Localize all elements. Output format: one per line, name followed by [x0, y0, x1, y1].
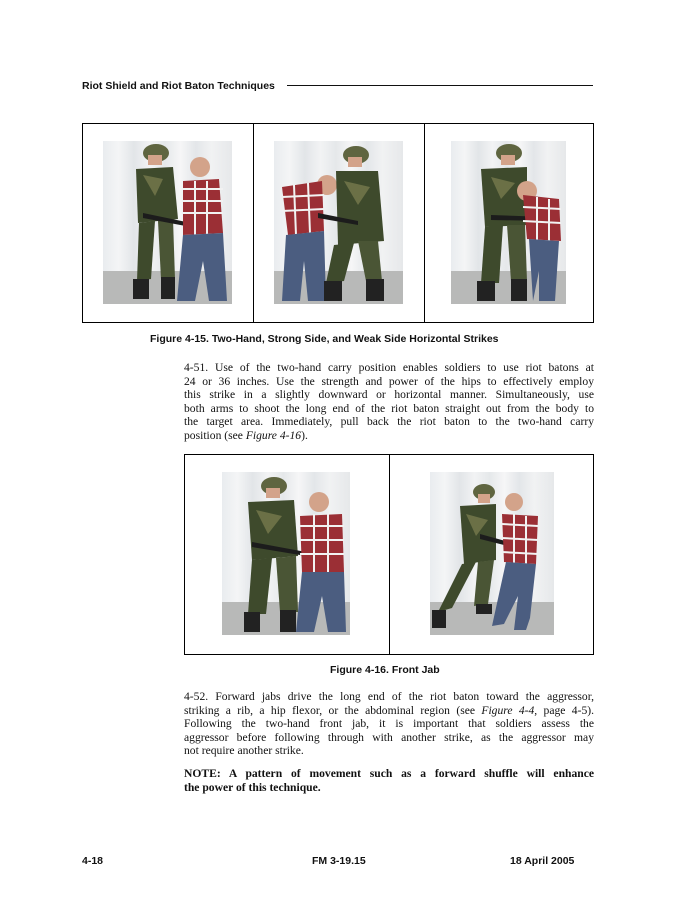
- photo-front-jab-ready: [222, 472, 350, 635]
- figure-4-15-panel-weak-side: [424, 124, 592, 322]
- paragraph-4-52-line: 4-52. Forward jabs drive the long end of the riot baton toward the aggressor,: [184, 690, 594, 703]
- footer-manual-number: FM 3-19.15: [312, 855, 366, 867]
- photo-two-hand-strike: [103, 141, 232, 304]
- paragraph-4-51: [184, 361, 594, 442]
- paragraph-4-51-last-line: position (see Figure 4-16).: [184, 428, 308, 442]
- paragraph-4-51-line: this strike in a slightly downward or horizontal manner. Simultaneously, use: [184, 388, 594, 401]
- paragraph-4-51-line: 24 or 36 inches. Use the strength and power of the hips to effectively employ: [184, 374, 594, 388]
- soldiers-front-jab-extended-image: [430, 472, 554, 635]
- figure-4-15-panel-strong-side: [253, 124, 424, 322]
- soldiers-front-jab-ready-image: [222, 472, 350, 635]
- photo-front-jab-extended: [430, 472, 554, 635]
- figure-4-15-caption: Figure 4-15. Two-Hand, Strong Side, and Weak Side Horizontal Strikes: [150, 333, 499, 345]
- photo-weak-side-strike: [451, 141, 566, 304]
- paragraph-4-52-line: aggressor before following through with another strike, as the aggressor may: [184, 730, 594, 744]
- header-rule: [287, 85, 593, 86]
- figure-4-16-reference: Figure 4-16: [245, 428, 302, 442]
- paragraph-4-52: [184, 690, 594, 758]
- soldiers-two-hand-strike-image: [103, 141, 232, 304]
- note-line: the power of this technique.: [184, 780, 321, 794]
- footer-page-number: 4-18: [82, 855, 104, 867]
- figure-4-4-reference: Figure 4-4: [481, 703, 535, 717]
- photo-strong-side-strike: [274, 141, 403, 304]
- soldiers-weak-side-strike-image: [451, 141, 566, 304]
- figure-4-16-panel-ready: [185, 455, 389, 654]
- soldiers-strong-side-strike-image: [274, 141, 403, 304]
- paragraph-4-51-line: 4-51. Use of the two-hand carry position enables soldiers to use riot batons at: [184, 361, 594, 374]
- figure-4-16-caption: Figure 4-16. Front Jab: [330, 664, 440, 676]
- paragraph-4-51-line: the target area. Immediately, pull back the riot baton to the two-hand carry: [184, 415, 594, 428]
- note-line: NOTE: A pattern of movement such as a forward shuffle will enhance: [184, 767, 594, 780]
- figure-4-15-panel-two-hand: [83, 124, 253, 322]
- note: [184, 767, 594, 794]
- figure-4-16: [184, 454, 594, 655]
- figure-4-15: [82, 123, 594, 323]
- paragraph-4-52-line: Following the two-hand front jab, it is important that soldiers assess the: [184, 717, 594, 730]
- paragraph-4-52-line: not require another strike.: [184, 744, 304, 757]
- footer-date: 18 April 2005: [510, 855, 575, 867]
- figure-4-16-panel-jab: [389, 455, 592, 654]
- paragraph-4-51-line: both arms to shoot the long end of the riot baton straight out from the body to: [184, 401, 594, 415]
- running-head: Riot Shield and Riot Baton Techniques: [82, 80, 275, 92]
- paragraph-4-52-line: striking a rib, a hip flexor, or the abdominal region (see Figure 4-4, page 4-5).: [184, 703, 594, 717]
